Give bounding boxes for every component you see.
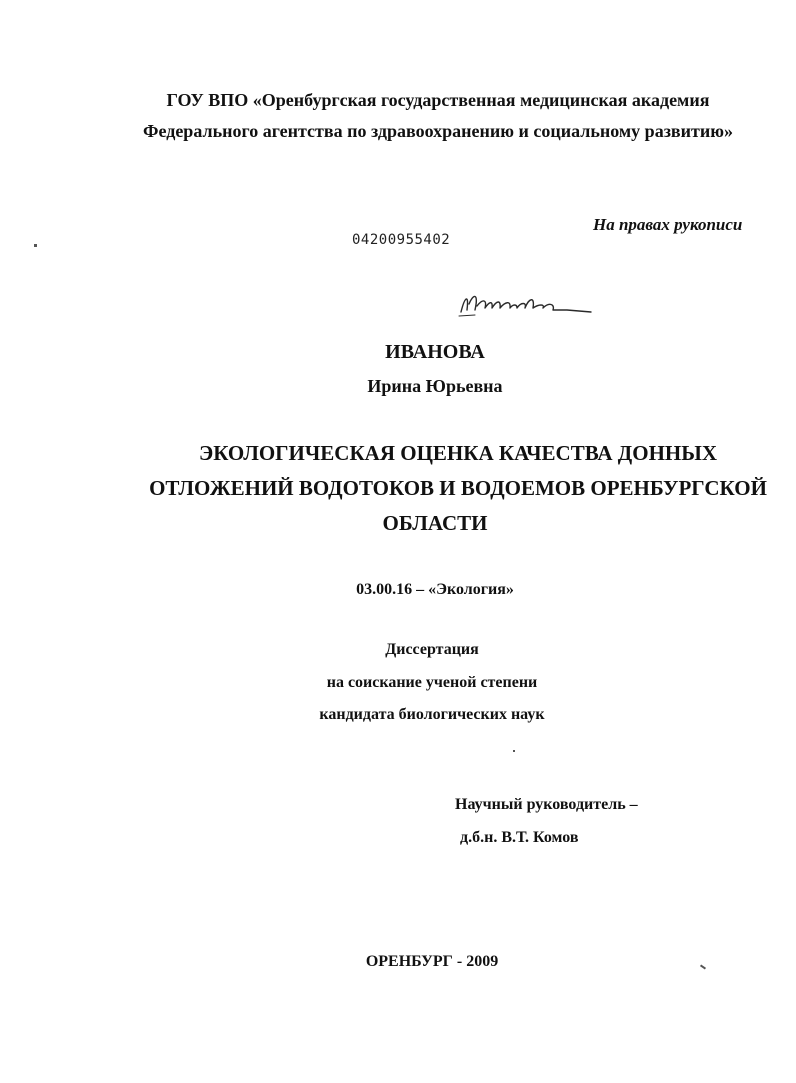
organization-line-1: ГОУ ВПО «Оренбургская государственная медицинская академия bbox=[166, 90, 710, 110]
degree-line-1: на соискание ученой степени bbox=[326, 674, 538, 691]
thesis-title-line-2: ОТЛОЖЕНИЙ ВОДОТОКОВ И ВОДОЕМОВ ОРЕНБУРГСКОЙ bbox=[149, 476, 767, 500]
author-surname: ИВАНОВА bbox=[385, 341, 485, 363]
author-given-names: Ирина Юрьевна bbox=[367, 376, 503, 396]
organization-line-2: Федерального агентства по здравоохранению и социальному развитию» bbox=[143, 121, 733, 141]
registration-number: 04200955402 bbox=[352, 232, 451, 248]
scan-speck bbox=[34, 244, 37, 247]
city-year: ОРЕНБУРГ - 2009 bbox=[365, 953, 499, 970]
scan-speck bbox=[513, 750, 515, 752]
dissertation-label: Диссертация bbox=[385, 641, 479, 658]
degree-line-2: кандидата биологических наук bbox=[319, 706, 545, 723]
thesis-title-line-3: ОБЛАСТИ bbox=[382, 511, 488, 535]
supervisor-label: Научный руководитель – bbox=[455, 796, 638, 813]
handwritten-signature bbox=[455, 286, 595, 326]
manuscript-note: На правах рукописи bbox=[593, 215, 743, 234]
specialty-code: 03.00.16 – «Экология» bbox=[356, 581, 514, 598]
supervisor-name: д.б.н. В.Т. Комов bbox=[460, 829, 579, 846]
thesis-title-line-1: ЭКОЛОГИЧЕСКАЯ ОЦЕНКА КАЧЕСТВА ДОННЫХ bbox=[198, 441, 718, 465]
